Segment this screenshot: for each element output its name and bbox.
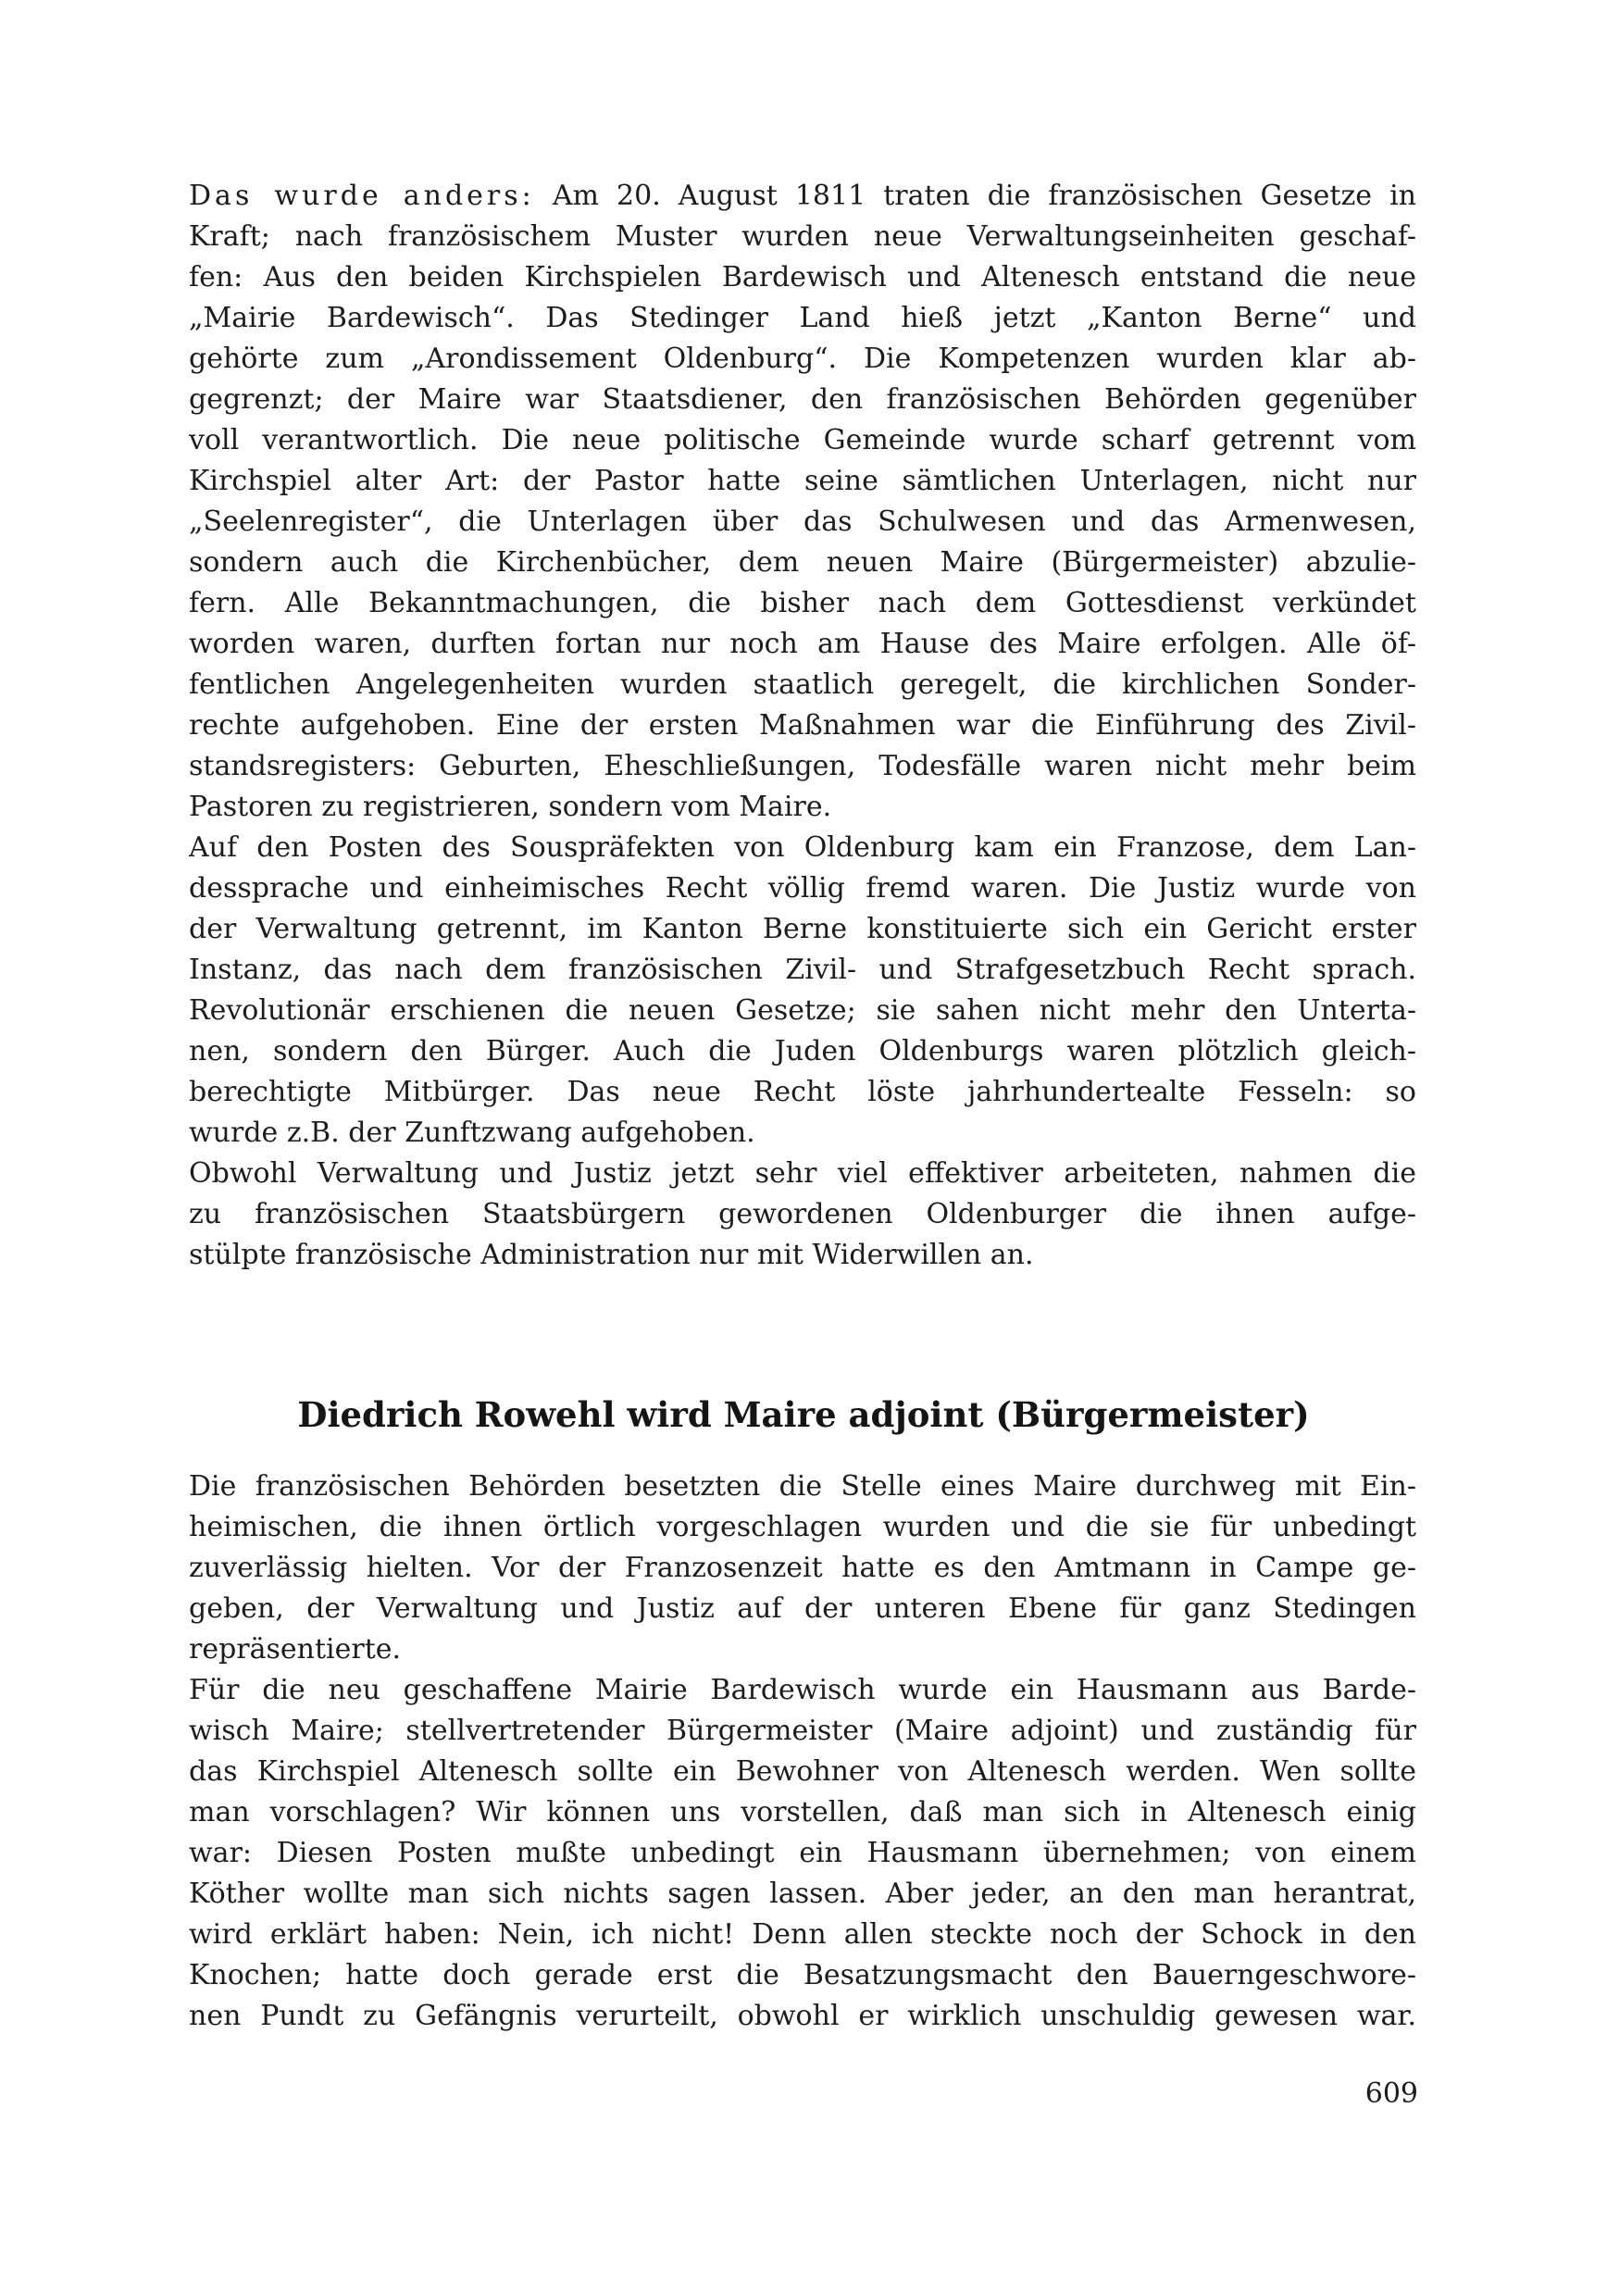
text-line: war: Diesen Posten mußte unbedingt ein Hausmann übernehmen; von einem <box>189 1837 1416 1869</box>
text-line: „Mairie Bardewisch“. Das Stedinger Land hieß jetzt „Kanton Berne“ und <box>189 302 1416 334</box>
text-line: Auf den Posten des Souspräfekten von Oldenburg kam ein Franzose, dem Lan- <box>189 831 1416 864</box>
text-line: nen, sondern den Bürger. Auch die Juden Oldenburgs waren plötzlich gleich- <box>189 1035 1416 1067</box>
text-line: Revolutionär erschienen die neuen Gesetze; sie sahen nicht mehr den Unterta- <box>189 994 1416 1027</box>
text-line: gegrenzt; der Maire war Staatsdiener, den französischen Behörden gegenüber <box>189 383 1416 416</box>
text-line-rest: Am 20. August 1811 traten die französischen Gesetze in <box>534 180 1416 212</box>
text-line: Pastoren zu registrieren, sondern vom Maire. <box>189 791 832 823</box>
text-line: rechte aufgehoben. Eine der ersten Maßnahmen war die Einführung des Zivil- <box>189 709 1416 742</box>
text-line: Instanz, das nach dem französischen Zivil- und Strafgesetzbuch Recht sprach. <box>189 954 1416 986</box>
text-line: worden waren, durften fortan nur noch am Hause des Maire erfolgen. Alle öf- <box>189 628 1416 660</box>
text-line: zu französischen Staatsbürgern gewordenen Oldenburger die ihnen aufge- <box>189 1198 1416 1230</box>
text-line: Knochen; hatte doch gerade erst die Besatzungsmacht den Bauerngeschwore- <box>189 1959 1416 1991</box>
text-line: wird erklärt haben: Nein, ich nicht! Denn allen steckte noch der Schock in den <box>189 1918 1416 1951</box>
section-french-laws <box>189 176 1416 1276</box>
text-line: das Kirchspiel Altenesch sollte ein Bewohner von Altenesch werden. Wen sollte <box>189 1755 1416 1788</box>
text-line: Kirchspiel alter Art: der Pastor hatte seine sämtlichen Unterlagen, nicht nur <box>189 465 1416 497</box>
text-line: fentlichen Angelegenheiten wurden staatlich geregelt, die kirchlichen Sonder- <box>189 668 1416 701</box>
text-line: Obwohl Verwaltung und Justiz jetzt sehr viel effektiver arbeiteten, nahmen die <box>189 1157 1416 1190</box>
text-line: nen Pundt zu Gefängnis verurteilt, obwohl er wirklich unschuldig gewesen war. <box>189 2000 1416 2032</box>
text-line: „Seelenregister“, die Unterlagen über das Schulwesen und das Armenwesen, <box>189 505 1416 538</box>
text-line: berechtigte Mitbürger. Das neue Recht löste jahrhundertealte Fesseln: so <box>189 1076 1416 1108</box>
section-rowehl <box>189 1466 1416 2037</box>
text-line: repräsentierte. <box>189 1633 402 1666</box>
text-line: stülpte französische Administration nur mit Widerwillen an. <box>189 1239 1034 1271</box>
text-line: voll verantwortlich. Die neue politische Gemeinde wurde scharf getrennt vom <box>189 424 1416 456</box>
text-line: geben, der Verwaltung und Justiz auf der unteren Ebene für ganz Stedingen <box>189 1592 1416 1625</box>
text-line: standsregisters: Geburten, Eheschließungen, Todesfälle waren nicht mehr beim <box>189 750 1416 782</box>
page-number: 609 <box>1364 2078 1418 2110</box>
text-line: wisch Maire; stellvertretender Bürgermeister (Maire adjoint) und zuständig für <box>189 1715 1416 1747</box>
text-line: Kraft; nach französischem Muster wurden neue Verwaltungseinheiten geschaf- <box>189 220 1416 253</box>
text-line: man vorschlagen? Wir können uns vorstellen, daß man sich in Altenesch einig <box>189 1796 1416 1828</box>
text-line: der Verwaltung getrennt, im Kanton Berne konstituierte sich ein Gericht erster <box>189 913 1416 945</box>
text-line: wurde z.B. der Zunftzwang aufgehoben. <box>189 1117 755 1149</box>
text-line: fern. Alle Bekanntmachungen, die bisher nach dem Gottesdienst verkündet <box>189 587 1416 619</box>
lead-phrase: Das wurde anders: <box>189 180 535 212</box>
section-heading: Diedrich Rowehl wird Maire adjoint (Bürgermeister) <box>297 1394 1310 1435</box>
text-line: Für die neu geschaffene Mairie Bardewisch wurde ein Hausmann aus Barde- <box>189 1674 1416 1706</box>
text-line: fen: Aus den beiden Kirchspielen Bardewisch und Altenesch entstand die neue <box>189 261 1416 293</box>
text-line: dessprache und einheimisches Recht völlig fremd waren. Die Justiz wurde von <box>189 872 1416 905</box>
text-line: Die französischen Behörden besetzten die Stelle eines Maire durchweg mit Ein- <box>189 1470 1416 1503</box>
text-line: gehörte zum „Arondissement Oldenburg“. Die Kompetenzen wurden klar ab- <box>189 343 1416 375</box>
text-line: Köther wollte man sich nichts sagen lassen. Aber jeder, an den man herantrat, <box>189 1878 1416 1910</box>
text-line: sondern auch die Kirchenbücher, dem neuen Maire (Bürgermeister) abzulie- <box>189 546 1416 579</box>
text-line: zuverlässig hielten. Vor der Franzosenzeit hatte es den Amtmann in Campe ge- <box>189 1552 1416 1584</box>
text-line <box>189 176 1416 217</box>
text-line: heimischen, die ihnen örtlich vorgeschlagen wurden und die sie für unbedingt <box>189 1511 1416 1543</box>
